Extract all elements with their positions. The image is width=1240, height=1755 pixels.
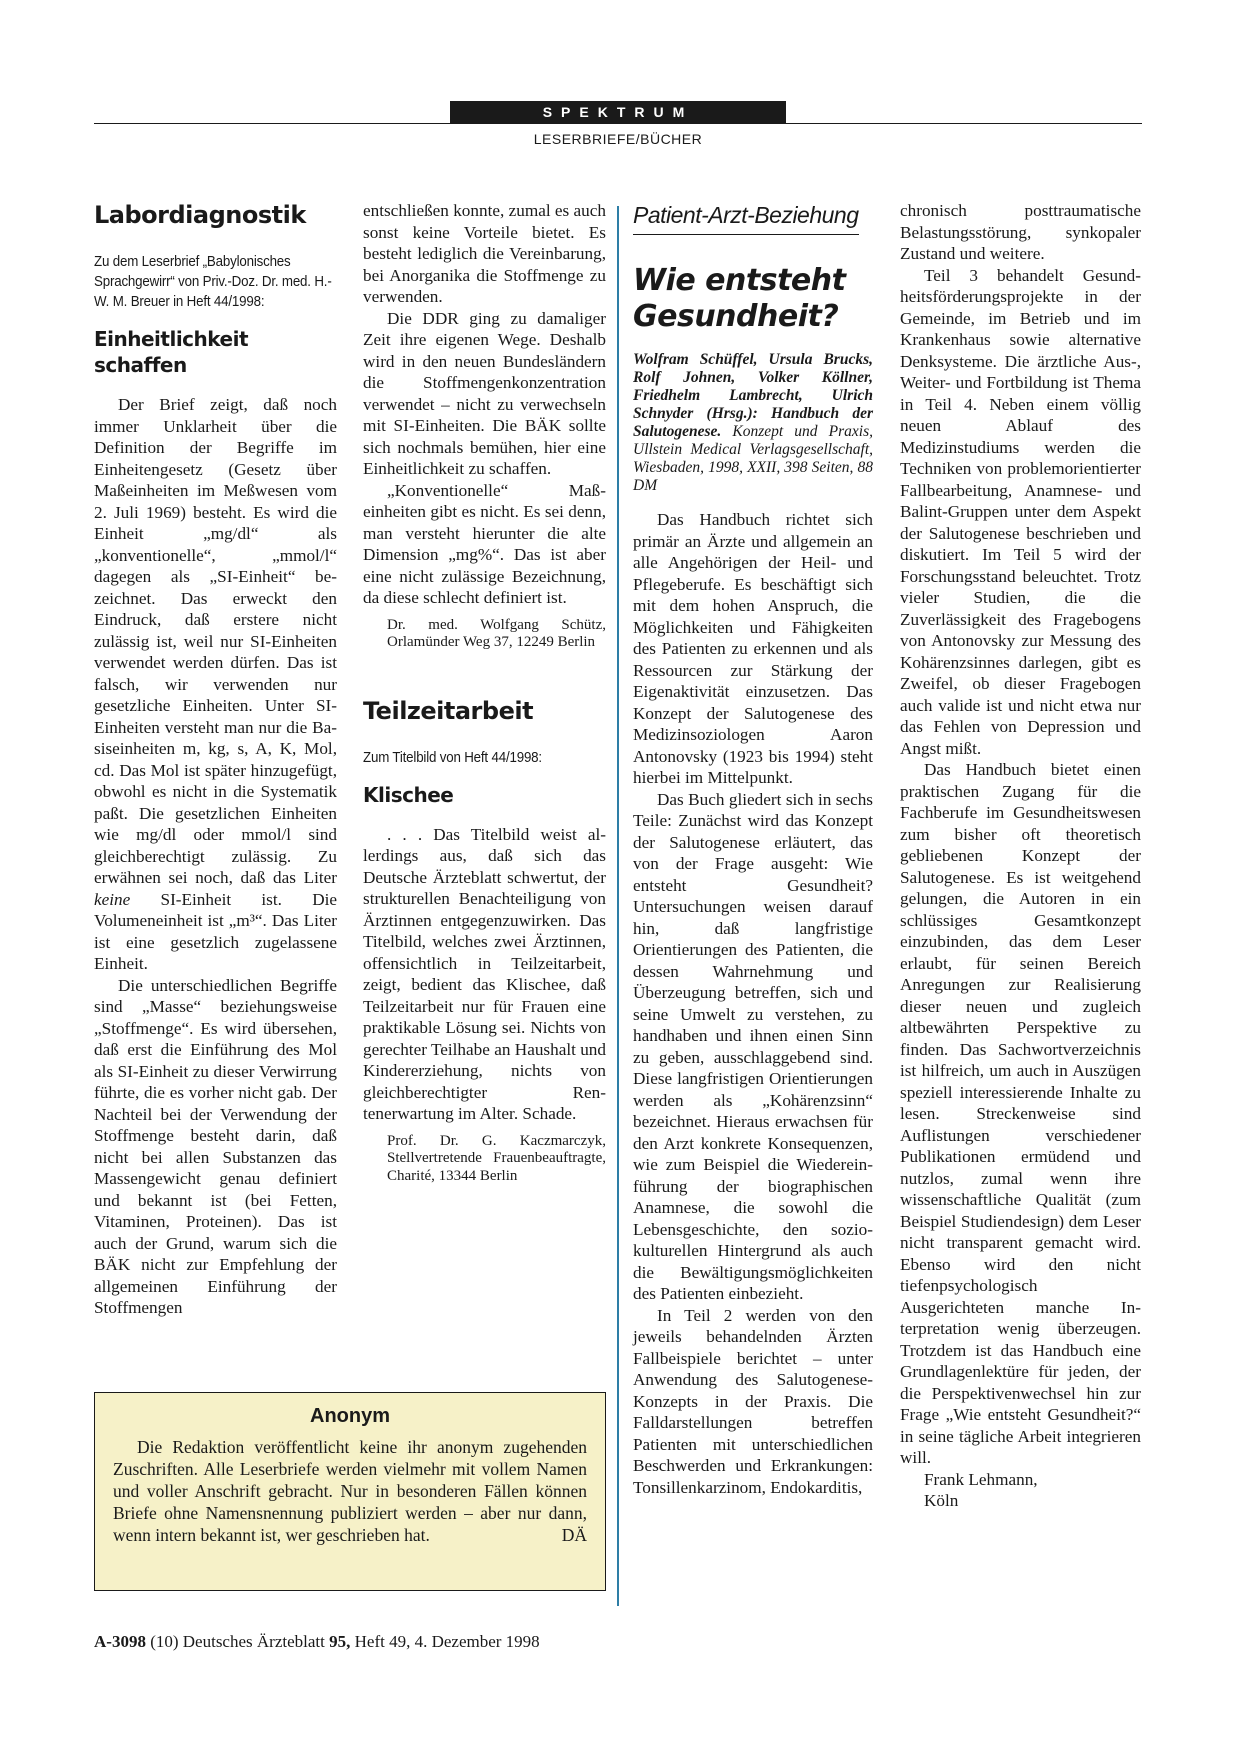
author-signature: Prof. Dr. G. Kaczmarczyk, Stellvertretende Frauenbeauftragte, Charité, 13344 Berlin	[387, 1132, 606, 1184]
paragraph: „Konventionelle“ Maßeinheiten gibt es nicht. Es sei denn, man versteht hierunter die alte Dimension „mg%“. Das ist aber eine nicht zulässige Bezeichnung, da diese schlecht definiert ist.	[363, 480, 606, 607]
paragraph: Die DDR ging zu damaliger Zeit ihre eigenen Wege. Deshalb wird in den neuen Bundesländern die Stoffmengenkonzentration verwendet – nicht zu verwechseln mit SI-Einheiten. Die BÄK sollte sich nochmals bemühen, hier eine Einheitlichkeit zu schaffen.	[363, 308, 606, 478]
article-body	[363, 824, 606, 1125]
reviewer-name: Frank Lehmann,	[924, 1469, 1038, 1489]
emphasis: keine	[94, 889, 131, 909]
paragraph: Der Brief zeigt, daß noch immer Unklarheit über die Definition der Begriffe im Einheitengesetz (Gesetz über Maßeinheiten im Meßwesen vom 2. Juli 1969) besteht. Es wird die Einheit „mg/dl“ als „konventionelle“, „mmol/l“ dagegen als „SI-Einheit“ bezeichnet. Das erweckt den Eindruck, daß erstere nicht zulässig ist, weil nur SI-Einheiten verwendet werden dürfen. Das ist falsch, wir verwenden nur gesetzliche Einheiten. Unter SI-Einheiten versteht man nur die Basiseinheiten m, kg, s, A, K, Mol, cd. Das Mol ist später hinzugefügt, obwohl es nicht in die Systematik paßt. Die gesetzlichen Einheiten wie mg/dl oder mmol/l sind gleichberechtigt zulässig. Zu erwähnen sei noch, daß das Liter keine SI-Einheit ist. Die Volumeneinheit ist „m³“. Das Liter ist eine gesetzlich zugelassene Einheit.	[94, 395, 338, 973]
page-number: A-3098	[94, 1632, 146, 1651]
article-body-continued	[363, 200, 606, 609]
paragraph: Teil 3 behandelt Gesundheitsförderungsprojekte in der Gemeinde, im Betrieb und im Krankenhaus sowie alternative Denksysteme. Die ärztliche Aus-, Weiter- und Fortbildung ist Thema in Teil 4. Neben einem völlig neuen Ablauf des Medizinstudiums werden die Techniken von problemorientierter Fallbearbeitung, Anamnese- und Balint-Gruppen unter dem Aspekt der Salutogenese beschrieben und diskutiert. Im Teil 5 wird der Forschungsstand beleuchtet. Trotz vieler Studien, die die Zuverlässigkeit des Fragebogens von Antonovsky zur Messung des Kohärenzsinnes darlegen, gibt es Zweifel, ob dieser Fragebogen auch valide ist und nicht etwa nur das Fehlen von Depression und Angst mißt.	[900, 265, 1141, 758]
paragraph: entschließen konnte, zumal es auch sonst keine Vorteile bietet. Es besteht lediglich die Vereinbarung, bei Anorganika die Stoffmenge zu verwenden.	[363, 201, 606, 306]
paragraph: Das Handbuch bietet einen praktischen Zugang für die Fachberufe im Gesundheitswesen zum bisher oft theoretisch gebliebenen Konzept der Salutogenese. Es ist weitgehend gelungen, die Autoren in ein schlüssiges Gesamtkonzept einzubinden, das dem Leser erlaubt, für seinen Bereich Anregungen zur Realisierung dieser neuen und zugleich altbewährten Perspektive zu finden. Das Sachwortverzeichnis ist hilfreich, um auch in Auszügen speziell interessierende Inhalte zu lesen. Streckenweise sind Auflistungen verschiedener Publikationen ermüdend und nutzlos, zumal wenn ihre wissenschaftliche Qualität (zum Beispiel Studiendesign) dem Leser nicht transparent gemacht wird. Ebenso wird den nicht tiefenpsychologisch Ausgerichteten manche Interpretation wenig überzeugen. Trotzdem ist das Handbuch eine Grundlagenlektüre für jeden, der die Perspektivenwechsel hin zur Frage „Wie entsteht Gesundheit?“ in seine tägliche Arbeit integrieren will.	[900, 760, 1141, 1467]
paragraph: Das Handbuch richtet sich primär an Ärzte und allgemein an alle Angehörigen der Heil- und Pflegeberufe. Es beschäftigt sich mit dem hohen Anspruch, die Möglichkeiten und Fähigkeiten des Patienten zu erkennen und als Ressourcen zur Stärkung der Eigenaktivität einzusetzen. Das Konzept der Salutogenese des Medizinsoziologen Aaron Antonovsky (1923 bis 1994) steht hierbei im Mittelpunkt.	[633, 510, 873, 787]
volume-number: 95,	[329, 1632, 351, 1651]
column-2	[363, 200, 606, 1185]
paragraph: Die unterschiedlichen Begriffe sind „Masse“ beziehungsweise „Stoffmenge“. Es wird übersehen, daß erst die Einführung des Mol als SI-Einheit zu dieser Verwirrung führte, die es vorher nicht gab. Der Nachteil bei der Verwendung der Stoffmenge besteht darin, daß nicht bei allen Substanzen das Massengewicht genau definiert und bekannt ist (bei Fetten, Vitaminen, Proteinen). Das ist auch der Grund, warum sich die BÄK nicht zur Empfehlung der allgemeinen Einführung der Stoffmengen	[94, 975, 337, 1317]
author-signature: Dr. med. Wolfgang Schütz, Orlamünder Weg 37, 12249 Berlin	[387, 616, 606, 650]
notice-body: Die Redaktion veröffentlicht keine ihr anonym zugehenden Zuschriften. Alle Leserbriefe werden vielmehr mit vollem Namen und voller Anschrift gebracht. Nur in besonderen Fällen können Briefe ohne Namensnennung publiziert werden – aber nur dann, wenn intern bekannt ist, wer geschrieben hat. DÄ	[113, 1437, 587, 1545]
paragraph: Das Buch gliedert sich in sechs Teile: Zunächst wird das Konzept der Salutogenese erläutert, das von der Frage ausgeht: Wie entsteht Gesundheit? Untersuchungen weisen darauf hin, daß langfristige Orientierungen des Patienten, die dessen Wahrnehmung und Überzeugung betreffen, sich und seine Umwelt zu verstehen, zu handhaben und ihnen einen Sinn zu geben, ausschlaggebend sind. Diese langfristigen Orientierungen werden als „Kohärenzsinn“ bezeichnet. Hieraus erwachsen für den Arzt konkrete Konsequenzen, wie zum Beispiel die Wiedereinführung der biographischen Anamnese, die sowohl die Lebensgeschichte, den soziokulturellen Hintergrund als auch die Bewältigungsmöglichkeiten des Patienten einbezieht.	[633, 789, 873, 1303]
header-rule	[94, 123, 1142, 124]
article-subtitle: Einheitlichkeit schaffen	[94, 327, 249, 377]
page-footer: A-3098 (10) Deutsches Ärzteblatt 95, Heft 49, 4. Dezember 1998	[94, 1632, 540, 1651]
reviewer-city: Köln	[924, 1491, 959, 1510]
notice-sign: DÄ	[561, 1525, 587, 1545]
article-body	[94, 394, 337, 1319]
paragraph: . . . Das Titelbild weist allerdings aus, daß sich das Deutsche Ärzteblatt schwertut, der strukturellen Benachteiligung von Ärztinnen entgegenzuwirken. Das Titelbild, welches zwei Ärztinnen, offensichtlich in Teilzeitarbeit, zeigt, bedient das Klischee, daß Teilzeitarbeit nur für Frauen eine praktikable Lösung sei. Nichts von gerechter Teilhabe an Haushalt und Kindererziehung, nichts von gleichberechtigter Rentenerwartung im Alter. Schade.	[363, 824, 606, 1123]
notice-title: Anonym	[310, 1405, 390, 1427]
section-subtitle: LESERBRIEFE/BÜCHER	[533, 131, 703, 147]
column-3	[633, 200, 873, 1498]
review-kicker: Patient-Arzt-Beziehung	[633, 200, 859, 235]
book-reference: Wolfram Schüffel, Ursula Brucks, Rolf Johnen, Volker Köllner, Friedhelm Lambrecht, Ulrich Schnyder (Hrsg.): Handbuch der Salutogenese. Konzept und Praxis, Ullstein Medical Verlagsgesellschaft, Wiesbaden, 1998, XXII, 398 Seiten, 88 DM	[633, 351, 873, 494]
review-body-continued	[900, 200, 1141, 1512]
article-lead: Zu dem Leserbrief „Babylonisches Sprachgewirr“ von Priv.-Doz. Dr. med. H.-W. M. Breuer in Heft 44/1998:	[94, 254, 332, 310]
column-divider	[617, 206, 619, 1606]
review-title: Wie entsteht Gesundheit?	[633, 263, 846, 334]
section-band: SPEKTRUM	[450, 101, 786, 123]
column-4	[900, 200, 1141, 1512]
article-title-labordiagnostik: Labordiagnostik	[94, 201, 306, 229]
column-1	[94, 200, 337, 1319]
article-subtitle: Klischee	[363, 782, 454, 807]
article-title-teilzeitarbeit: Teilzeitarbeit	[363, 696, 534, 725]
article-lead: Zum Titelbild von Heft 44/1998:	[363, 749, 542, 766]
review-body	[633, 509, 873, 1498]
paragraph: chronisch posttraumatische Belastungsstörung, synkopaler Zustand und weitere.	[900, 201, 1141, 263]
notice-box	[94, 1392, 606, 1591]
paragraph: In Teil 2 werden von den jeweils behandelnden Ärzten Fallbeispiele berichtet – unter Anwendung des Salutogenese-Konzepts in der Praxis. Die Falldarstellungen betreffen Patienten mit unterschiedlichen Beschwerden und Erkrankungen: Tonsillenkarzinom, Endokarditis,	[633, 1305, 873, 1497]
